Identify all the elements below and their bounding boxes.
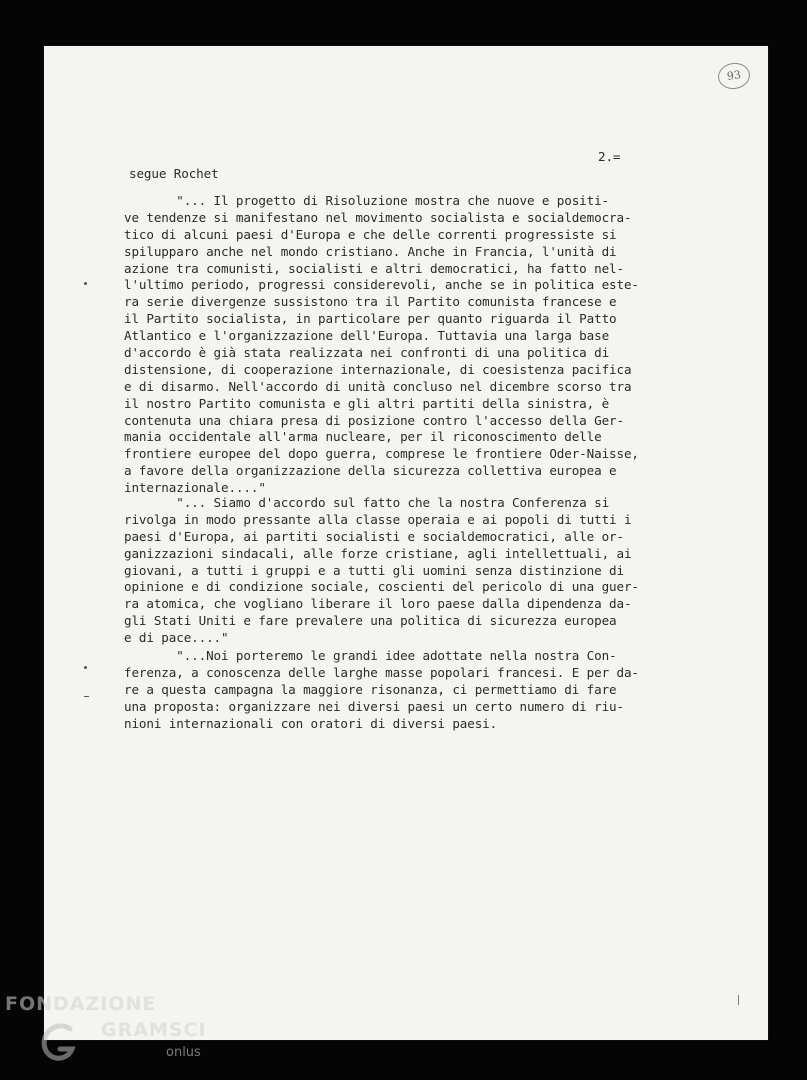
paragraph-2 [124,495,714,647]
paragraph-line: ganizzazioni sindacali, alle forze cristiane, agli intellettuali, ai [124,545,632,561]
paragraph-line: frontiere europee del dopo guerra, comprese le frontiere Oder-Naisse, [124,446,639,462]
fondazione-gramsci-watermark [5,993,215,1073]
paragraph-line: distensione, di cooperazione internazionale, di coesistenza pacifica [124,361,632,377]
paragraph-line: opinione e di condizione sociale, coscienti del pericolo di una guer- [124,579,639,595]
paragraph-line: "... Il progetto di Risoluzione mostra che nuove e positi- [124,193,610,208]
gramsci-logo-icon [39,1021,81,1063]
paragraph-line: una proposta: organizzare nei diversi paesi un certo numero di riu- [124,698,624,714]
paragraph-line: paesi d'Europa, ai partiti socialisti e socialdemocratici, alle or- [124,528,624,544]
paragraph-line: l'ultimo periodo, progressi considerevoli, anche se in politica este- [124,277,639,293]
paragraph-line: giovani, a tutti i gruppi e a tutti gli uomini senza distinzione di [124,562,624,578]
paragraph-line: gli Stati Uniti e fare prevalere una politica di sicurezza europea [124,613,617,629]
paragraph-line: re a questa campagna la maggiore risonanza, ci permettiamo di fare [124,681,617,697]
watermark-line-2: GRAMSCI [101,1019,207,1041]
document-heading: segue Rochet [129,166,219,181]
paragraph-line: mania occidentale all'arma nucleare, per il riconoscimento delle [124,429,602,445]
paragraph-line: d'accordo è già stata realizzata nei confronti di una politica di [124,345,610,361]
paragraph-line: spilupparo anche nel mondo cristiano. Anche in Francia, l'unità di [124,243,617,259]
watermark-line-1: FONDAZIONE [5,993,157,1015]
paragraph-line: rivolga in modo pressante alla classe operaia e ai popoli di tutti i [124,511,632,527]
paragraph-line: ra atomica, che vogliano liberare il loro paese dalla dipendenza da- [124,596,632,612]
paragraph-1 [124,193,714,497]
paragraph-line: Atlantico e l'organizzazione dell'Europa. Tuttavia una larga base [124,328,610,344]
paragraph-line: azione tra comunisti, socialisti e altri democratici, ha fatto nel- [124,260,624,276]
watermark-line-3: onlus [166,1045,201,1060]
paragraph-line: e di pace...." [124,630,229,646]
paragraph-3 [124,648,714,732]
paragraph-line: internazionale...." [124,480,266,496]
paragraph-line: ve tendenze si manifestano nel movimento socialista e socialdemocra- [124,209,632,225]
paragraph-line: nioni internazionali con oratori di diversi paesi. [124,715,498,731]
paragraph-line: "... Siamo d'accordo sul fatto che la nostra Conferenza si [124,495,610,510]
paragraph-line: ferenza, a conoscenza delle larghe masse popolari francesi. E per da- [124,664,639,680]
archive-page-number: 93 [716,61,751,91]
paragraph-line: a favore della organizzazione della sicurezza collettiva europea e [124,463,617,479]
margin-mark [84,282,87,285]
paragraph-line: contenuta una chiara presa di posizione contro l'accesso della Ger- [124,412,624,428]
document-page-number: 2.= [598,149,621,164]
paragraph-line: il Partito socialista, in particolare per quanto riguarda il Patto [124,311,617,327]
paragraph-line: e di disarmo. Nell'accordo di unità concluso nel dicembre scorso tra [124,378,632,394]
margin-mark [84,666,87,669]
paragraph-line: "...Noi porteremo le grandi idee adottate nella nostra Con- [124,648,617,663]
paragraph-line: ra serie divergenze sussistono tra il Partito comunista francese e [124,294,617,310]
paragraph-line: il nostro Partito comunista e gli altri partiti della sinistra, è [124,395,610,411]
paragraph-line: tico di alcuni paesi d'Europa e che delle correnti progressiste si [124,226,617,242]
margin-mark [738,995,739,1005]
margin-mark [84,696,89,697]
